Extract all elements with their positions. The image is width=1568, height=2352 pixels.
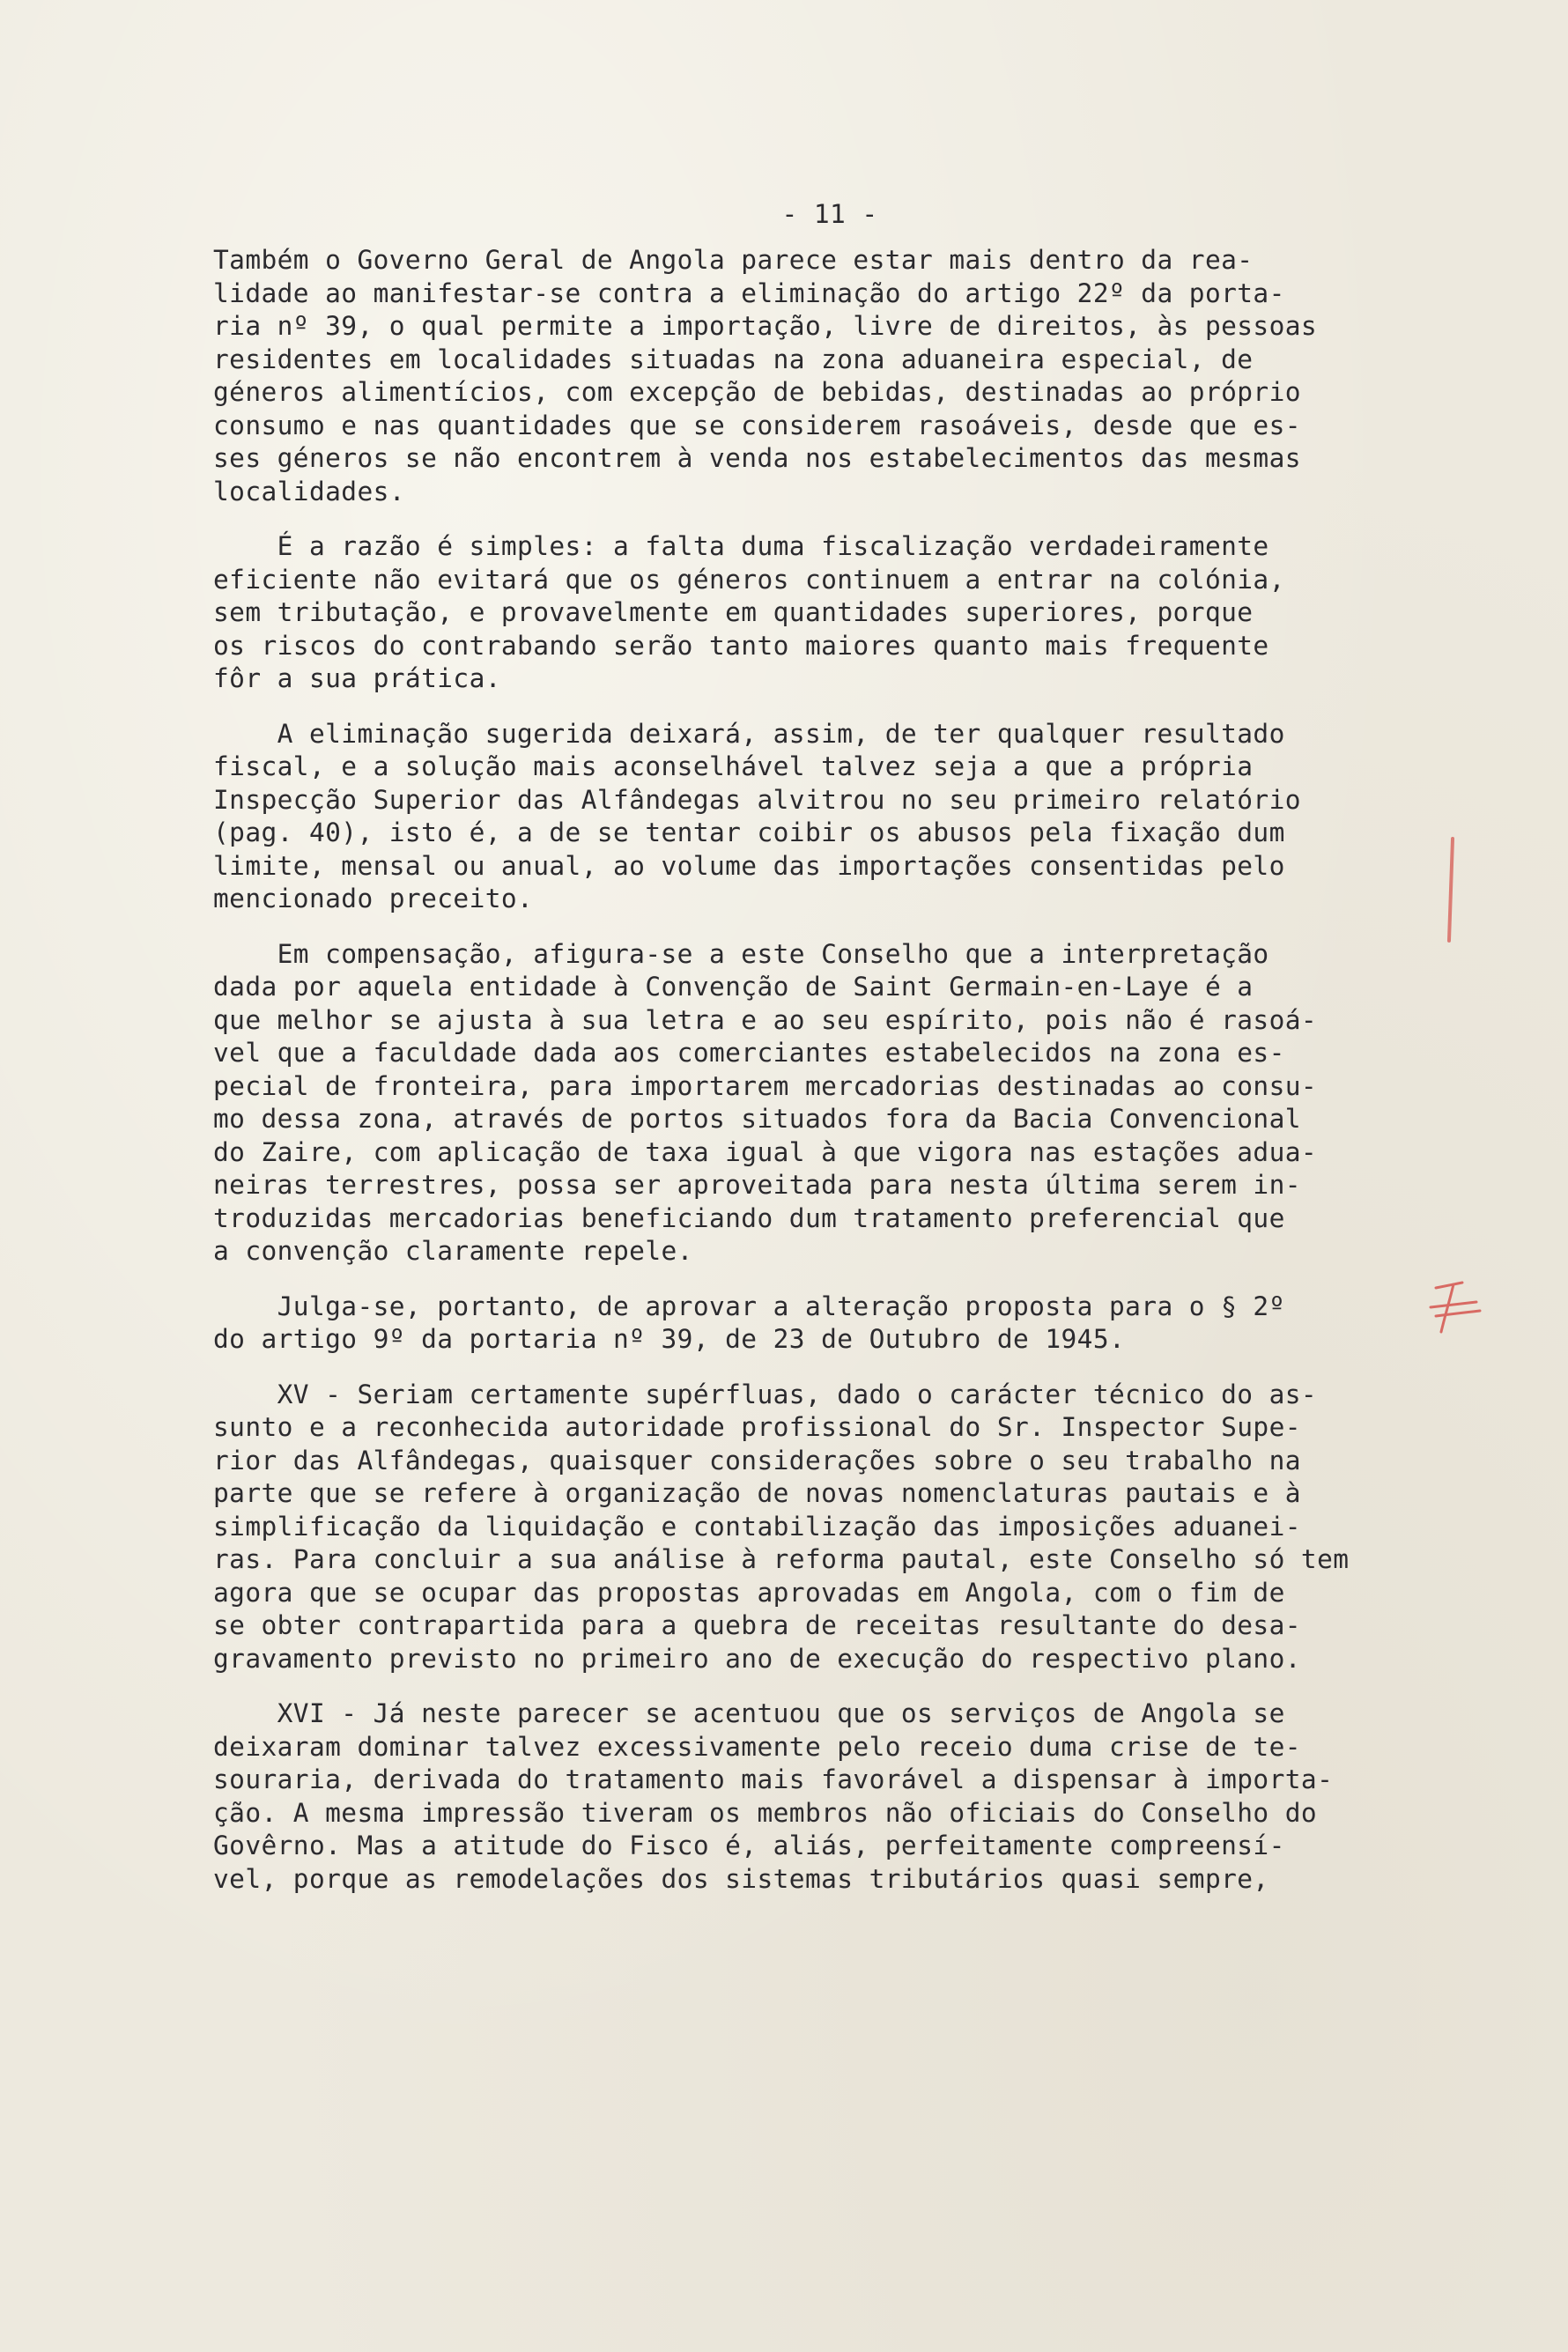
text-line: ses géneros se não encontrem à venda nos estabelecimentos das mesmas — [213, 443, 1301, 473]
text-line: ção. A mesma impressão tiveram os membros não oficiais do Conselho do — [213, 1797, 1318, 1828]
text-line: souraria, derivada do tratamento mais favorável a dispensar à importa- — [213, 1764, 1334, 1794]
text-line: localidades. — [213, 476, 405, 507]
paragraph-6 — [213, 1379, 1473, 1676]
text-line: fôr a sua prática. — [213, 663, 501, 693]
text-line: se obter contrapartida para a quebra de receitas resultante do desa- — [213, 1610, 1301, 1640]
text-line: limite, mensal ou anual, ao volume das importações consentidas pelo — [213, 850, 1285, 881]
text-line: a convenção claramente repele. — [213, 1236, 693, 1266]
text-line: neiras terrestres, possa ser aproveitada para nesta última serem in- — [213, 1170, 1301, 1200]
text-line: Julga-se, portanto, de aprovar a alteração proposta para o § 2º — [213, 1291, 1285, 1321]
text-line: É a razão é simples: a falta duma fiscalização verdadeiramente — [213, 531, 1269, 561]
text-line: do artigo 9º da portaria nº 39, de 23 de Outubro de 1945. — [213, 1324, 1126, 1354]
text-line: fiscal, e a solução mais aconselhável talvez seja a que a própria — [213, 751, 1254, 781]
text-line: mo dessa zona, através de portos situados fora da Bacia Convencional — [213, 1104, 1301, 1134]
text-line: que melhor se ajusta à sua letra e ao seu espírito, pois não é rasoá- — [213, 1004, 1318, 1035]
text-line: simplificação da liquidação e contabilização das imposições aduanei- — [213, 1511, 1301, 1542]
text-line: géneros alimentícios, com excepção de bebidas, destinadas ao próprio — [213, 377, 1301, 407]
paragraph-container — [213, 244, 1473, 1896]
text-line: ras. Para concluir a sua análise à reforma pautal, este Conselho só tem — [213, 1544, 1350, 1574]
paragraph-5 — [213, 1291, 1473, 1357]
paragraph-7 — [213, 1697, 1473, 1896]
text-line: parte que se refere à organização de novas nomenclaturas pautais e à — [213, 1478, 1301, 1508]
text-line: A eliminação sugerida deixará, assim, de ter qualquer resultado — [213, 718, 1285, 749]
text-line: os riscos do contrabando serão tanto maiores quanto mais frequente — [213, 630, 1269, 661]
page-number: - 11 - — [781, 199, 878, 229]
text-line: sem tributação, e provavelmente em quantidades superiores, porque — [213, 597, 1254, 627]
text-line: consumo e nas quantidades que se considerem rasoáveis, desde que es- — [213, 410, 1301, 440]
text-line: sunto e a reconhecida autoridade profissional do Sr. Inspector Supe- — [213, 1412, 1301, 1442]
text-line: residentes em localidades situadas na zona aduaneira especial, de — [213, 344, 1254, 374]
paragraph-2 — [213, 530, 1473, 696]
text-line: Em compensação, afigura-se a este Conselho que a interpretação — [213, 938, 1269, 969]
text-line: troduzidas mercadorias beneficiando dum tratamento preferencial que — [213, 1202, 1285, 1233]
text-line: XVI - Já neste parecer se acentuou que os serviços de Angola se — [213, 1698, 1285, 1728]
document-body — [213, 198, 1473, 1918]
margin-annotation-mark — [1418, 1277, 1489, 1339]
text-line: XV - Seriam certamente supérfluas, dado o carácter técnico do as- — [213, 1379, 1318, 1409]
text-line: deixaram dominar talvez excessivamente pelo receio duma crise de te- — [213, 1731, 1301, 1762]
text-line: Também o Governo Geral de Angola parece estar mais dentro da rea- — [213, 245, 1254, 275]
text-line: do Zaire, com aplicação de taxa igual à que vigora nas estações adua- — [213, 1136, 1318, 1167]
paragraph-3 — [213, 718, 1473, 916]
paragraph-1 — [213, 244, 1473, 508]
text-line: lidade ao manifestar-se contra a eliminação do artigo 22º da porta- — [213, 277, 1285, 308]
paragraph-4 — [213, 938, 1473, 1268]
text-line: (pag. 40), isto é, a de se tentar coibir os abusos pela fixação dum — [213, 817, 1285, 847]
text-line: vel que a faculdade dada aos comerciantes estabelecidos na zona es- — [213, 1038, 1285, 1068]
text-line: Inspecção Superior das Alfândegas alvitrou no seu primeiro relatório — [213, 784, 1301, 815]
text-line: agora que se ocupar das propostas aprovadas em Angola, com o fim de — [213, 1577, 1285, 1608]
handwritten-mark-icon — [1418, 1277, 1489, 1339]
text-line: mencionado preceito. — [213, 884, 534, 913]
text-line: Govêrno. Mas a atitude do Fisco é, aliás, perfeitamente compreensí- — [213, 1831, 1285, 1860]
text-line: vel, porque as remodelações dos sistemas tributários quasi sempre, — [213, 1863, 1269, 1894]
text-line: gravamento previsto no primeiro ano de execução do respectivo plano. — [213, 1643, 1301, 1674]
text-line: ria nº 39, o qual permite a importação, livre de direitos, às pessoas — [213, 311, 1318, 341]
text-line: dada por aquela entidade à Convenção de Saint Germain-en-Laye é a — [213, 972, 1254, 1002]
text-line: pecial de fronteira, para importarem mercadorias destinadas ao consu- — [213, 1070, 1318, 1101]
text-line: eficiente não evitará que os géneros continuem a entrar na colónia, — [213, 564, 1285, 595]
text-line: rior das Alfândegas, quaisquer considerações sobre o seu trabalho na — [213, 1445, 1301, 1476]
